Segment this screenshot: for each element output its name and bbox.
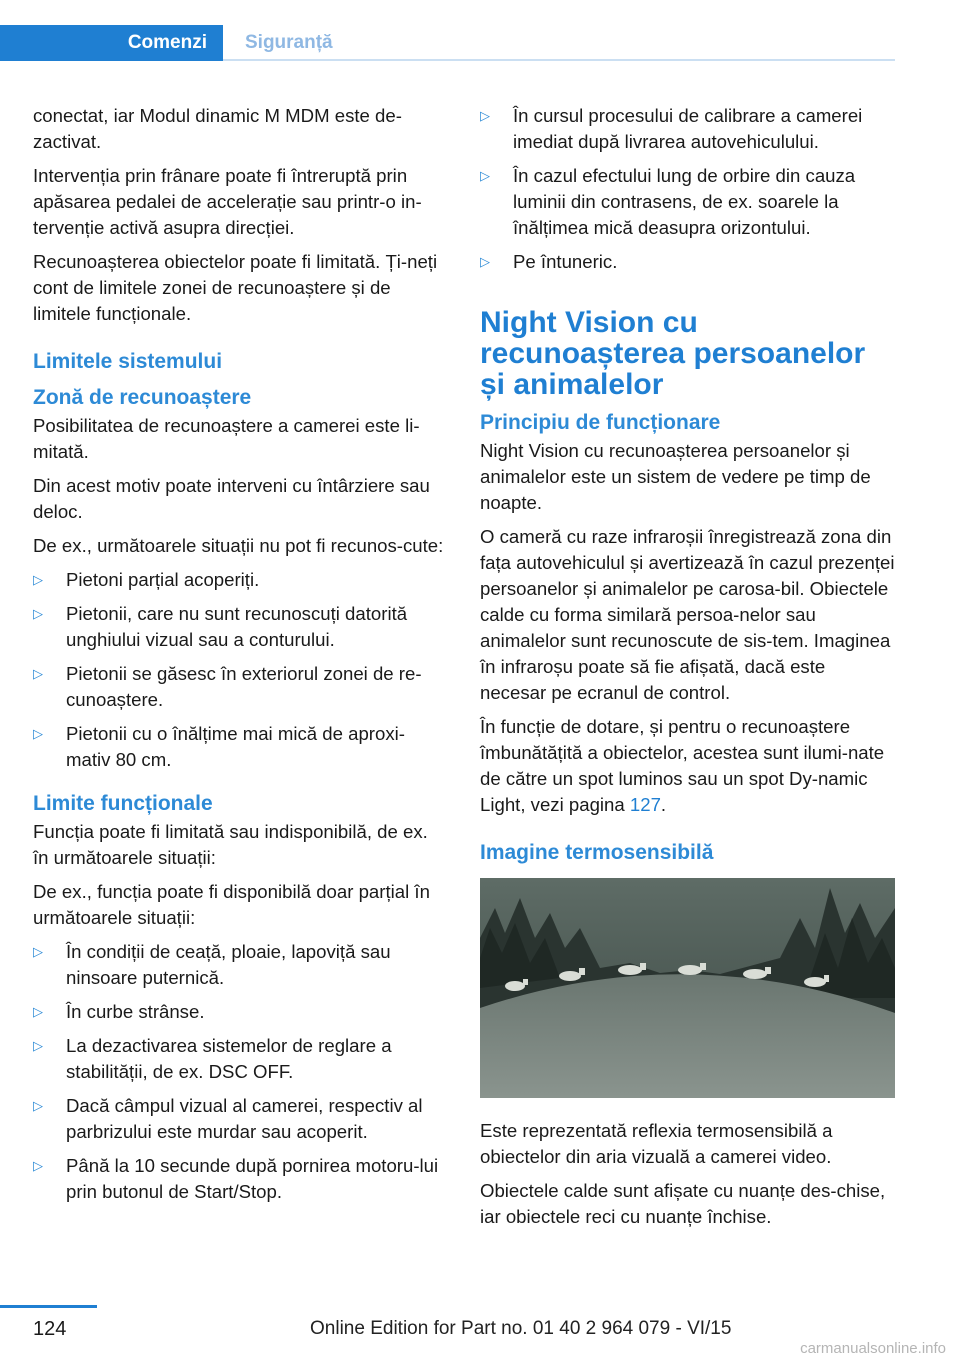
list-item: ▷ Pe întuneric.: [480, 249, 895, 275]
paragraph: De ex., funcția poate fi disponibilă doar parțial în următoarele situații:: [33, 881, 430, 928]
triangle-bullet-icon: ▷: [33, 606, 43, 621]
paragraph: Night Vision cu recunoașterea persoanelor și animalelor este un sistem de vedere pe timp de noapte.: [480, 440, 871, 513]
paragraph: În funcție de dotare, și pentru o recunoaștere îmbunătățită a obiectelor, acestea sunt ilumi-nate de către un spot luminos sau un spot Dy-namic Light, vezi pagina 127.: [480, 716, 885, 815]
paragraph: Posibilitatea de recunoaștere a camerei este li-mitată.: [33, 415, 420, 462]
triangle-bullet-icon: ▷: [33, 666, 43, 681]
list-item: ▷ În cursul procesului de calibrare a camerei imediat după livrarea autovehiculului.: [480, 105, 863, 152]
tab-siguranta[interactable]: Siguranță: [245, 32, 333, 53]
page-link[interactable]: 127: [629, 794, 661, 815]
right-column: [480, 103, 895, 1238]
list-item: ▷ Pietonii, care nu sunt recunoscuți datorită unghiului vizual sau a conturului.: [33, 603, 408, 650]
triangle-bullet-icon: ▷: [480, 254, 490, 269]
heading-principle: Principiu de funcționare: [480, 411, 721, 434]
paragraph: Intervenția prin frânare poate fi întreruptă prin apăsarea pedalei de accelerație sau printr-o in-tervenție activă asupra direcției.: [33, 165, 422, 238]
paragraph: De ex., următoarele situații nu pot fi recunos-cute:: [33, 535, 444, 556]
paragraph: Din acest motiv poate interveni cu întârziere sau deloc.: [33, 475, 430, 522]
chapter-tabs: [0, 25, 895, 61]
list-recognition-limits: [33, 567, 447, 773]
paragraph: Funcția poate fi limitată sau indisponibilă, de ex. în următoarele situații:: [33, 821, 428, 868]
list-item: ▷ În curbe strânse.: [33, 999, 447, 1025]
heading-night-vision: Night Vision cu recunoașterea persoanelor și animalelor: [480, 306, 866, 401]
list-item: ▷ Pietonii se găsesc în exteriorul zonei de re-cunoaștere.: [33, 663, 422, 710]
paragraph: Obiectele calde sunt afișate cu nuanțe des-chise, iar obiectele reci cu nuanțe închise.: [480, 1180, 886, 1227]
triangle-bullet-icon: ▷: [33, 1098, 43, 1113]
watermark: carmanualsonline.info: [800, 1340, 946, 1357]
list-item: ▷ Dacă câmpul vizual al camerei, respectiv al parbrizului este murdar sau acoperit.: [33, 1095, 423, 1142]
left-column: [33, 103, 447, 1213]
triangle-bullet-icon: ▷: [480, 168, 490, 183]
list-item: ▷ Pietoni parțial acoperiți.: [33, 567, 447, 593]
list-functional-limits-continued: [480, 103, 895, 275]
triangle-bullet-icon: ▷: [33, 1004, 43, 1019]
triangle-bullet-icon: ▷: [33, 1158, 43, 1173]
triangle-bullet-icon: ▷: [480, 108, 490, 123]
triangle-bullet-icon: ▷: [33, 726, 43, 741]
triangle-bullet-icon: ▷: [33, 1038, 43, 1053]
page-number: 124: [33, 1318, 67, 1340]
edition-text: Online Edition for Part no. 01 40 2 964 079 - VI/15: [310, 1318, 732, 1339]
triangle-bullet-icon: ▷: [33, 944, 43, 959]
heading-recognition-zone: Zonă de recunoaștere: [33, 386, 252, 409]
paragraph: Este reprezentată reflexia termosensibilă a obiectelor din aria vizuală a camerei video.: [480, 1120, 833, 1167]
heading-thermal-image: Imagine termosensibilă: [480, 841, 714, 864]
heading-functional-limits: Limite funcționale: [33, 792, 213, 815]
paragraph: Recunoașterea obiectelor poate fi limitată. Ți-neți cont de limitele zonei de recunoaștere și de limitele funcționale.: [33, 251, 438, 324]
paragraph: O cameră cu raze infraroșii înregistrează zona din fața autovehiculul și avertizează în cazul prezenței persoanelor și animalelor pe carosa-bil. Obiectele calde cu forma similară persoa-nelor sau animalelor sunt recunoscute de sis-tem. Imaginea în infraroșu poate să fie afișată, dacă este necesar pe ecranul de control.: [480, 526, 895, 703]
tab-underline: [223, 59, 895, 61]
list-item: ▷ În cazul efectului lung de orbire din cauza luminii din contrasens, de ex. soarele la înălțimea mică deasupra orizontului.: [480, 165, 856, 238]
list-item: ▷ În condiții de ceață, ploaie, lapoviță sau ninsoare puternică.: [33, 941, 391, 988]
footer-rule: [0, 1305, 97, 1308]
tab-comenzi[interactable]: Comenzi: [0, 25, 223, 61]
thermal-image: [480, 878, 895, 1098]
list-item: ▷ Până la 10 secunde după pornirea motoru-lui prin butonul de Start/Stop.: [33, 1155, 439, 1202]
paragraph: conectat, iar Modul dinamic M MDM este de-zactivat.: [33, 105, 402, 152]
triangle-bullet-icon: ▷: [33, 572, 43, 587]
heading-system-limits: Limitele sistemului: [33, 350, 223, 373]
list-item: ▷ La dezactivarea sistemelor de reglare a stabilității, de ex. DSC OFF.: [33, 1035, 392, 1082]
list-item: ▷ Pietonii cu o înălțime mai mică de aproxi-mativ 80 cm.: [33, 723, 405, 770]
list-functional-limits: [33, 939, 447, 1205]
